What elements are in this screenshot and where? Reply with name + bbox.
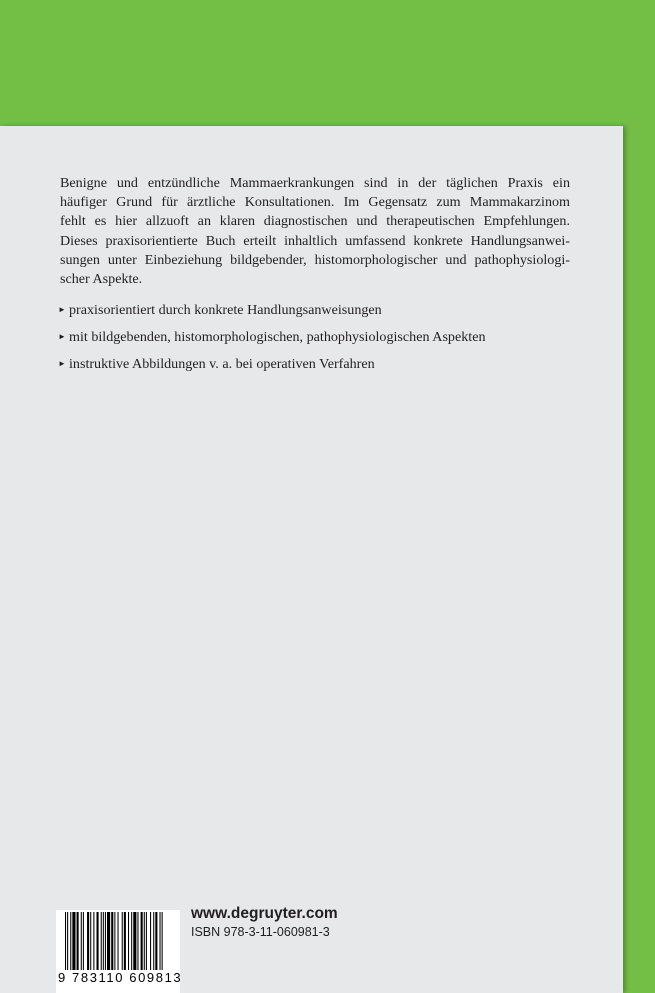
barcode-bar	[141, 912, 143, 970]
feature-item	[58, 327, 486, 354]
barcode-bars	[65, 912, 171, 970]
blurb-line: scher Aspekte.	[60, 271, 143, 288]
barcode-bar	[160, 912, 161, 970]
blurb-line: fehlt es hier allzuoft an klaren diagnostischen und therapeutischen Empfehlungen.	[60, 213, 570, 230]
barcode-bar	[128, 912, 129, 970]
feature-text: instruktive Abbildungen v. a. bei operativen Verfahren	[69, 356, 375, 372]
barcode-bar	[153, 912, 154, 970]
barcode-bar	[155, 912, 157, 970]
barcode-bar	[77, 912, 79, 970]
blurb-line: häufiger Grund für ärztliche Konsultationen. Im Gegensatz zum Mammakarzinom	[60, 194, 570, 211]
triangle-right-icon: ►	[58, 305, 66, 314]
feature-list	[58, 300, 486, 381]
barcode-bar	[137, 912, 138, 970]
barcode-digits: 9 783110 609813	[58, 970, 183, 985]
isbn-number: ISBN 978-3-11-060981-3	[191, 925, 330, 939]
barcode-bar	[124, 912, 126, 970]
barcode-bar	[114, 912, 115, 970]
barcode-bar	[111, 912, 113, 970]
barcode-bar	[150, 912, 151, 970]
feature-text: mit bildgebenden, histomorphologischen, pathophysiologischen Aspekten	[69, 329, 486, 345]
barcode-bar	[81, 912, 82, 970]
barcode	[56, 910, 183, 993]
barcode-bar	[131, 912, 132, 970]
barcode-bar	[70, 912, 71, 970]
barcode-bar	[83, 912, 84, 970]
barcode-bar	[133, 912, 136, 970]
barcode-bar	[107, 912, 110, 970]
barcode-bar	[65, 912, 66, 970]
blurb-text	[60, 174, 570, 289]
triangle-right-icon: ►	[58, 332, 66, 341]
blurb-line: Benigne und entzündliche Mammaerkrankungen sind in der täglichen Praxis ein	[60, 175, 570, 191]
barcode-bar	[101, 912, 102, 970]
barcode-bar	[93, 912, 94, 970]
barcode-bar	[72, 912, 75, 970]
barcode-bar	[103, 912, 104, 970]
blurb-line: Dieses praxisorientierte Buch erteilt inhaltlich umfassend konkrete Handlungsanwei-	[60, 232, 570, 249]
barcode-bar	[162, 912, 163, 970]
feature-item	[58, 300, 486, 327]
barcode-bar	[87, 912, 89, 970]
barcode-bar	[97, 912, 99, 970]
barcode-bar	[67, 912, 68, 970]
triangle-right-icon: ►	[58, 359, 66, 368]
barcode-bar	[105, 912, 106, 970]
barcode-bar	[146, 912, 147, 970]
barcode-bar	[118, 912, 119, 970]
barcode-bar	[90, 912, 91, 970]
publisher-url[interactable]: www.degruyter.com	[191, 905, 338, 922]
blurb-line: sungen unter Einbeziehung bildgebender, histomorphologischer und pathophysiologi-	[60, 251, 570, 268]
feature-item	[58, 354, 486, 381]
feature-text: praxisorientiert durch konkrete Handlungsanweisungen	[69, 302, 382, 318]
barcode-bar	[122, 912, 123, 970]
barcode-bar	[144, 912, 145, 970]
